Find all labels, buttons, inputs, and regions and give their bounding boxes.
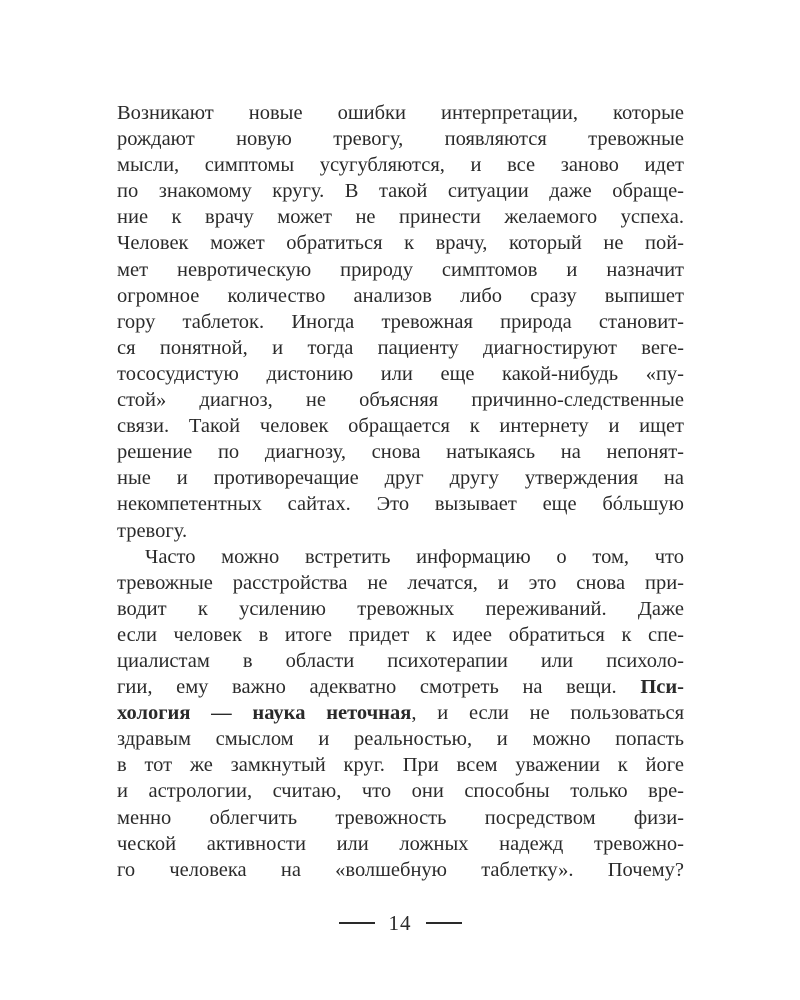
bold-text-segment: хология — наука неточная — [117, 702, 412, 725]
text-line: ся понятной, и тогда пациенту диагностируют веге- — [117, 336, 684, 359]
text-line: стой» диагноз, не объясняя причинно-следственные — [117, 389, 684, 412]
text-line: некомпетентных сайтах. Это вызывает еще бóльшую — [117, 493, 684, 516]
text-line: тревожные расстройства не лечатся, и это снова при- — [117, 571, 684, 594]
text-line-with-bold — [117, 700, 684, 726]
text-line: огромное количество анализов либо сразу выпишет — [117, 284, 684, 307]
text-line: Человек может обратиться к врачу, который не пой- — [117, 232, 684, 255]
page-body-text — [117, 100, 684, 883]
text-line: мысли, симптомы усугубляются, и все заново идет — [117, 154, 684, 177]
footer-rule-right — [426, 922, 462, 924]
text-line-with-bold — [117, 674, 684, 700]
text-line: Часто можно встретить информацию о том, что — [145, 545, 684, 568]
text-line: здравым смыслом и реальностью, и можно попасть — [117, 728, 684, 751]
text-line: если человек в итоге придет к идее обратиться к спе- — [117, 623, 684, 646]
footer-rule-left — [339, 922, 375, 924]
text-line: ние к врачу может не принести желаемого успеха. — [117, 206, 684, 229]
text-line: ческой активности или ложных надежд тревожно- — [117, 832, 684, 855]
text-segment: , и если не пользоваться — [411, 702, 684, 725]
text-line: мет невротическую природу симптомов и назначит — [117, 258, 684, 281]
text-line: ные и противоречащие друг другу утверждения на — [117, 467, 684, 490]
text-line: в тот же замкнутый круг. При всем уважении к йоге — [117, 754, 684, 777]
text-line: гору таблеток. Иногда тревожная природа становит- — [117, 310, 684, 333]
text-line: циалистам в области психотерапии или психоло- — [117, 649, 684, 672]
text-line: менно облегчить тревожность посредством физи- — [117, 806, 684, 829]
text-line: и астрологии, считаю, что они способны только вре- — [117, 780, 684, 803]
text-line: решение по диагнозу, снова натыкаясь на непонят- — [117, 441, 684, 464]
text-line: по знакомому кругу. В такой ситуации даже обраще- — [117, 180, 684, 203]
text-segment: гии, ему важно адекватно смотреть на вещи. — [117, 676, 641, 699]
text-line: Возникают новые ошибки интерпретации, которые — [117, 102, 684, 124]
text-line: водит к усилению тревожных переживаний. Даже — [117, 597, 684, 620]
text-line: связи. Такой человек обращается к интернету и ищет — [117, 415, 684, 438]
page-number: 14 — [388, 910, 412, 935]
text-line: тососудистую дистонию или еще какой-нибудь «пу- — [117, 362, 684, 385]
bold-text-segment: Пси- — [640, 676, 684, 699]
page-footer — [0, 909, 800, 937]
text-line: тревогу. — [117, 519, 188, 542]
text-line: рождают новую тревогу, появляются тревожные — [117, 128, 684, 151]
text-line: го человека на «волшебную таблетку». Почему? — [117, 858, 684, 881]
